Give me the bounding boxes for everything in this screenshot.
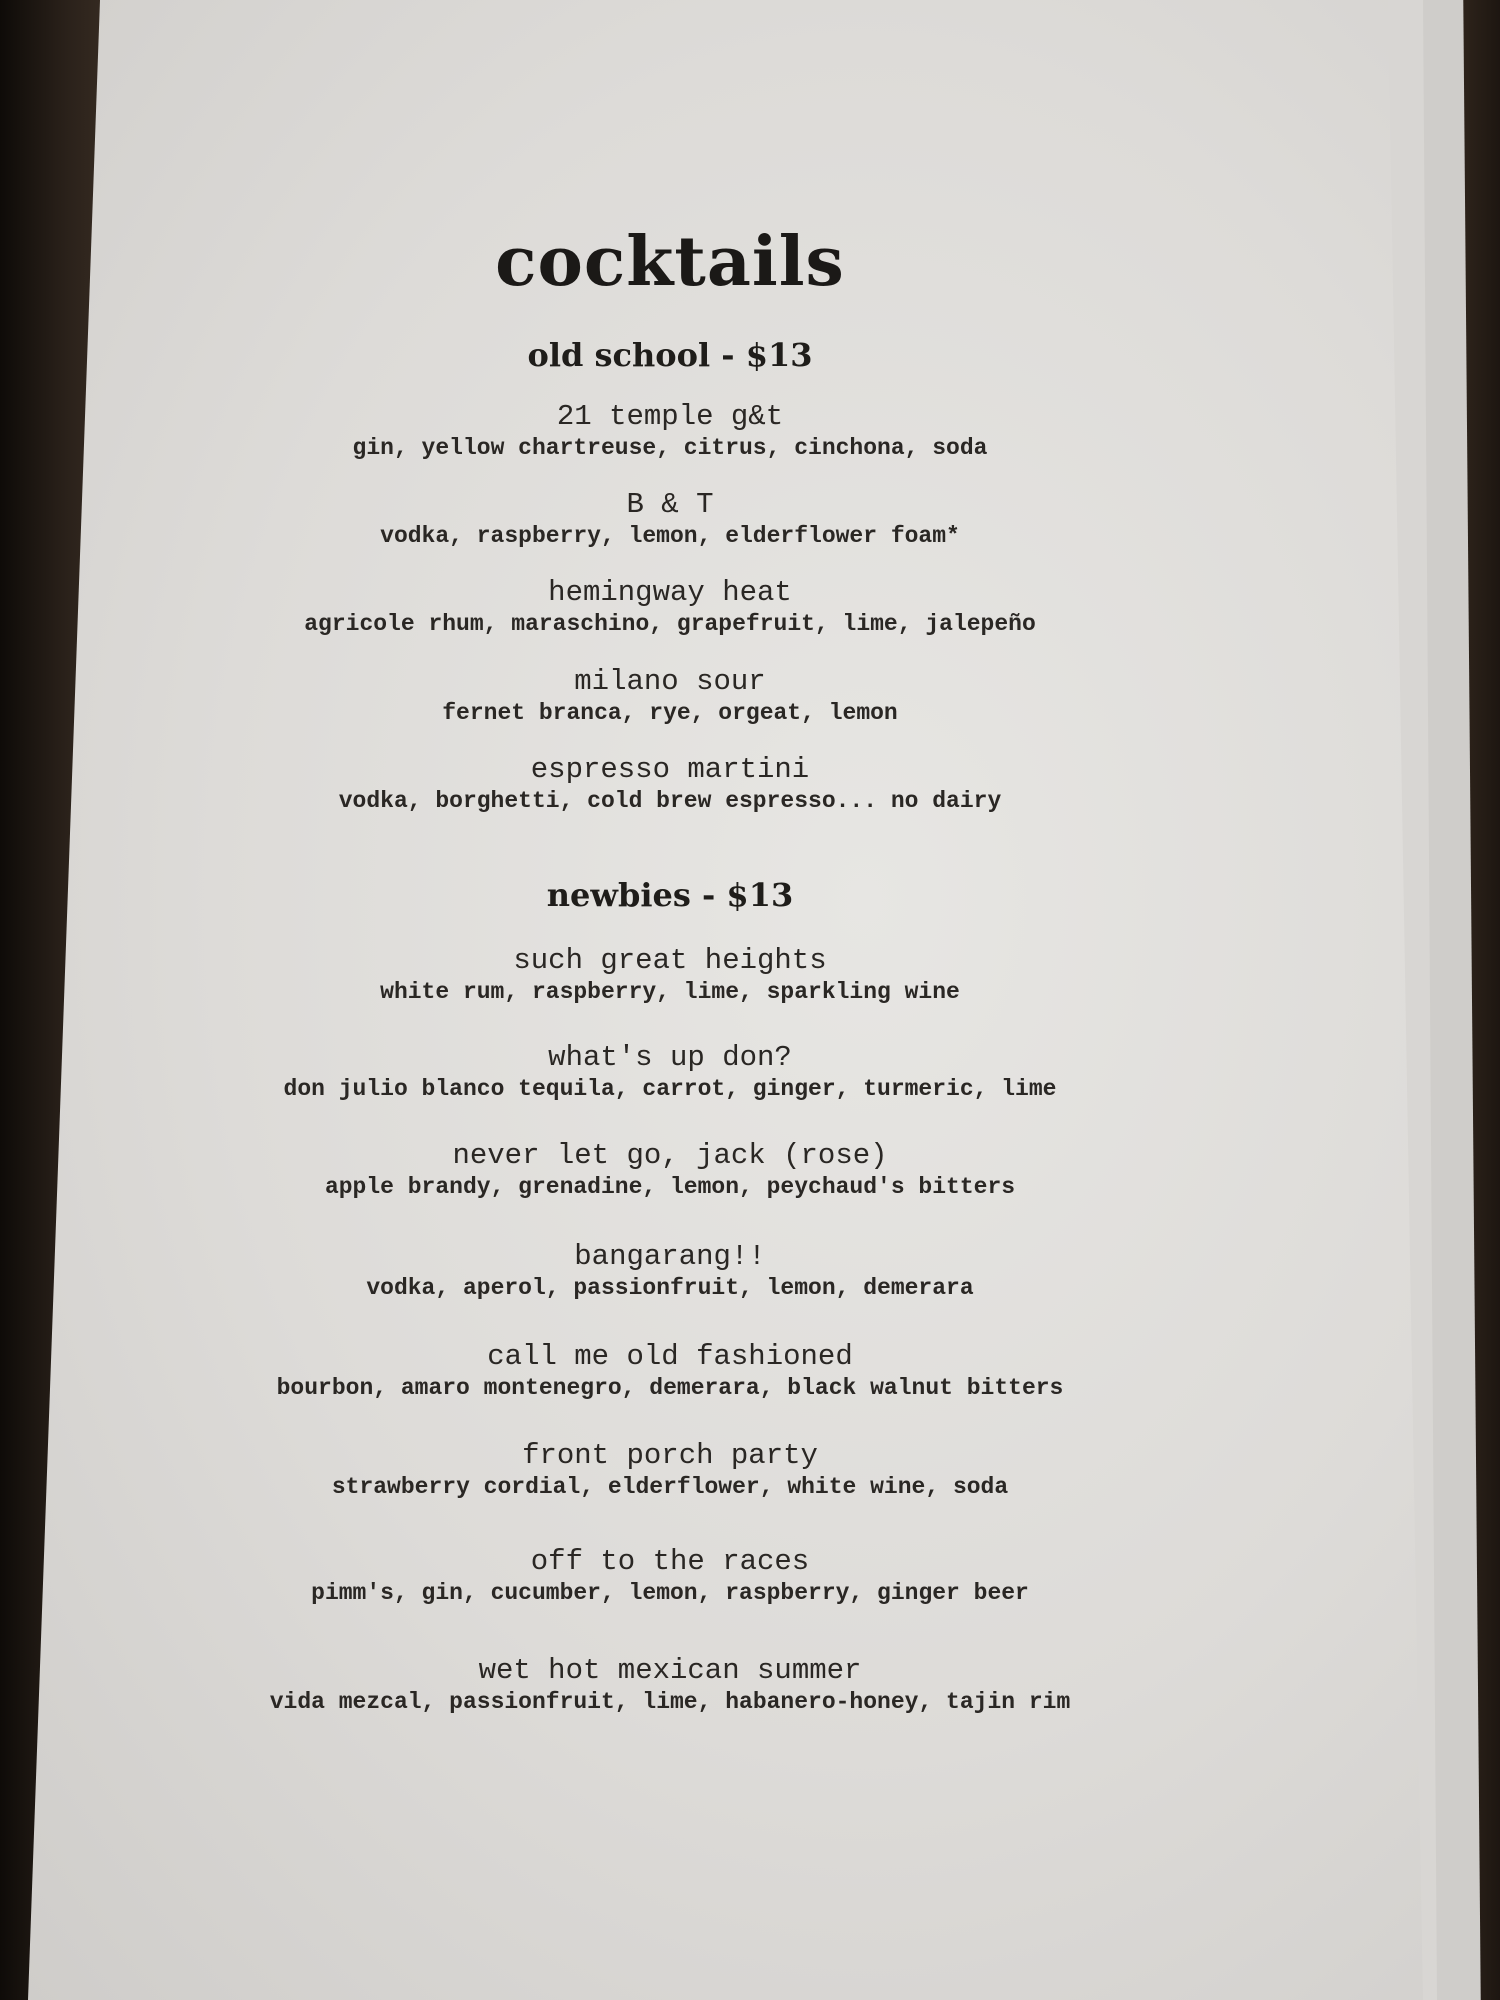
item-ingredients: vodka, borghetti, cold brew espresso... no dairy [338, 788, 1002, 814]
item-ingredients: strawberry cordial, elderflower, white wine, soda [331, 1474, 1009, 1500]
item-ingredients: vida mezcal, passionfruit, lime, habanero-honey, tajin rim [269, 1689, 1071, 1715]
item-name: hemingway heat [548, 576, 792, 609]
item-name: 21 temple g&t [556, 400, 784, 433]
menu-item [150, 1041, 1190, 1103]
item-name: wet hot mexican summer [478, 1654, 862, 1687]
menu-item [150, 1545, 1190, 1607]
item-ingredients: bourbon, amaro montenegro, demerara, black walnut bitters [276, 1375, 1064, 1401]
menu-item [150, 400, 1190, 462]
section-heading-old-school: old school - $13 [527, 336, 813, 374]
item-name: off to the races [530, 1545, 810, 1578]
menu-item [150, 1654, 1190, 1716]
item-name: bangarang!! [574, 1240, 766, 1273]
item-ingredients: pimm's, gin, cucumber, lemon, raspberry, ginger beer [311, 1580, 1029, 1606]
item-ingredients: don julio blanco tequila, carrot, ginger, turmeric, lime [283, 1076, 1057, 1102]
menu-item [150, 1240, 1190, 1302]
item-ingredients: agricole rhum, maraschino, grapefruit, lime, jalepeño [304, 611, 1036, 637]
menu-item [150, 1340, 1190, 1402]
menu-content [190, 0, 1150, 2000]
section-heading-newbies: newbies - $13 [546, 876, 794, 914]
item-name: call me old fashioned [487, 1340, 853, 1373]
item-ingredients: white rum, raspberry, lime, sparkling wine [380, 979, 960, 1005]
item-ingredients: gin, yellow chartreuse, citrus, cinchona, soda [352, 435, 988, 461]
menu-item [150, 665, 1190, 727]
item-ingredients: vodka, aperol, passionfruit, lemon, demerara [366, 1275, 974, 1301]
item-name: never let go, jack (rose) [452, 1139, 888, 1172]
menu-item [150, 753, 1190, 815]
menu-item [150, 1439, 1190, 1501]
menu-item [150, 944, 1190, 1006]
item-ingredients: fernet branca, rye, orgeat, lemon [442, 700, 898, 726]
item-name: what's up don? [548, 1041, 792, 1074]
item-name: B & T [626, 488, 714, 521]
item-name: espresso martini [530, 753, 810, 786]
menu-item [150, 576, 1190, 638]
item-name: such great heights [513, 944, 827, 977]
item-ingredients: apple brandy, grenadine, lemon, peychaud's bitters [324, 1174, 1016, 1200]
menu-item [150, 488, 1190, 550]
item-name: milano sour [574, 665, 766, 698]
menu-item [150, 1139, 1190, 1201]
item-name: front porch party [522, 1439, 818, 1472]
menu-title: cocktails [495, 222, 845, 302]
item-ingredients: vodka, raspberry, lemon, elderflower foam* [380, 523, 960, 549]
